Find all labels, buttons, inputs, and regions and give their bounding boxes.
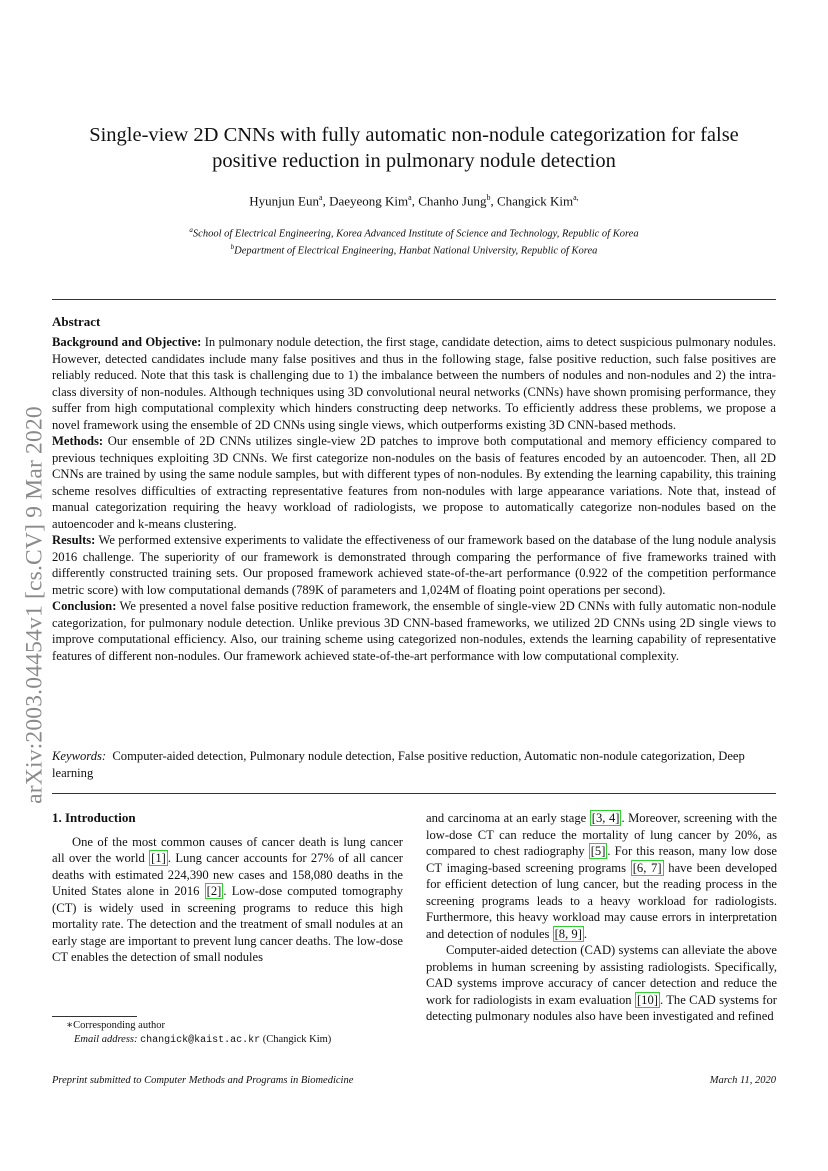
keywords-label: Keywords: (52, 749, 107, 763)
abstract-heading: Abstract (52, 314, 101, 329)
email-address[interactable]: changick@kaist.ac.kr (140, 1034, 261, 1046)
paragraph: One of the most common causes of cancer death is lung cancer all over the world [1] . Lung cancer accounts for 27% of all cancer deaths with estimated 224,390 new cases and 158,080 deaths in the United States alone in 2016 [2] . Low-dose computed tomography (CT) is widely used in screening programs to reduce this high mortality rate. The detection and the treatment of small nodules at an early stage are important to prevent lung cancer deaths. The low-dose CT enables the detection of small nodules (52, 834, 404, 964)
author-affil-mark: a (408, 193, 412, 202)
citation-link[interactable]: [1] (151, 851, 166, 865)
author-name: Daeyeong Kim (329, 193, 409, 209)
right-column (426, 810, 777, 1025)
abstract-section: Background and Objective: In pulmonary nodule detection, the first stage, candidate detection, aims to detect suspicious pulmonary nodules. However, detected candidates include many false positives and thus in the following stage, false positive reduction, such false positives are reliably reduced. Note that this task is challenging due to 1) the imbalance between the numbers of nodules and non-nodules and 2) the intra-class diversity of non-nodules. Although techniques using 3D convolutional neural networks (CNNs) have shown promising performance, they suffer from high computational complexity which hinders constructing deep networks. To efficiently address these problems, we propose a novel framework using the ensemble of 2D CNNs using single views, which outperforms existing 3D CNN-based methods. (52, 335, 776, 432)
abstract-section: Conclusion: We presented a novel false positive reduction framework, the ensemble of single-view 2D CNNs with fully automatic non-nodule categorization, for pulmonary nodule detection. Unlike previous 3D CNN-based frameworks, we utilized 2D CNNs using 2D single views to improve computational efficiency. Also, our training scheme using categorized non-nodules, extends the learning capability of representative features of different non-nodules. Our framework achieved state-of-the-art performance with low computational complexity. (52, 599, 776, 663)
paragraph: and carcinoma at an early stage [3, 4] . Moreover, screening with the low-dose CT can reduce the mortality of lung cancer by 20%, as compared to chest radiography [5] . For this reason, many low dose CT imaging-based screening programs [6, 7] have been developed for efficient detection of lung cancer, but the reading process in the screening programs leads to a heavy workload for radiologists. Furthermore, this heavy workload may cause errors in interpretation and detection of nodules [8, 9] . (426, 811, 778, 941)
paper-title: Single-view 2D CNNs with fully automatic non-nodule categorization for false positive reduction in pulmonary nodule detection (89, 124, 739, 172)
email-owner: (Changick Kim) (262, 1033, 332, 1045)
affiliations (60, 224, 768, 257)
left-column (52, 810, 403, 966)
corresponding-author-note: Corresponding author (73, 1020, 166, 1031)
footnote: ∗Corresponding author Email address: changick@kaist.ac.kr (Changick Kim) (66, 1020, 332, 1046)
author-name: Hyunjun Eun (249, 193, 319, 209)
author-affil-mark: a, (573, 193, 579, 202)
author-affil-mark: b (486, 193, 491, 202)
abstract-section: Methods: Our ensemble of 2D CNNs utilizes single-view 2D patches to improve both computational and memory efficiency compared to previous techniques exploiting 3D CNNs. We first categorize non-nodules on the basis of features encoded by an autoencoder. Then, all 2D CNNs are trained by using the same nodule samples, but with different types of non-nodules. By extending the learning capability, this training scheme resolves difficulties of extracting representative features from non-nodules with large appearance variations. Note that, instead of manual categorization requiring the heavy workload of radiologists, we propose to automatically categorize non-nodules based on the autoencoder and k-means clustering. (52, 434, 776, 531)
section-heading-introduction: 1. Introduction (52, 810, 136, 825)
citation-link[interactable]: [6, 7] (632, 860, 662, 875)
citation-link[interactable]: [10] (636, 992, 658, 1007)
citation-link[interactable]: [5] (590, 844, 606, 858)
arxiv-identifier-text: arXiv:2003.04454v1 [cs.CV] 9 Mar 2020 (21, 406, 48, 804)
footer-date: March 11, 2020 (709, 1075, 776, 1086)
abstract-divider (52, 793, 776, 794)
citation-link[interactable]: [2] (206, 884, 222, 898)
keywords (52, 748, 776, 781)
email-label: Email address: (74, 1033, 138, 1045)
author-list: Hyunjun Eun$^a$, Daeyeong Kim$^a$, Chanho Jung$^b$, Changick Kim$^{a,}$ (249, 193, 579, 209)
affiliation: $^a$School of Electrical Engineering, Korea Advanced Institute of Science and Technology, Republic of Korea (189, 226, 639, 240)
footnote-divider (52, 1016, 137, 1017)
abstract-section: Results: We performed extensive experiments to validate the effectiveness of our framework based on the database of the lung nodule analysis 2016 challenge. The superiority of our framework is demonstrated through comparing the performance of five frameworks trained with differently constructed training sets. Our proposed framework achieved state-of-the-art performance (0.922 of the competition performance metric score) with low computational demands (789K of parameters and 1,024M of floating point operations per second). (52, 533, 777, 597)
abstract-body (52, 334, 776, 664)
top-divider (52, 299, 776, 300)
citation-link[interactable]: [8, 9] (554, 926, 582, 941)
keywords-text: Computer-aided detection, Pulmonary nodule detection, False positive reduction, Automatic non-nodule categorization, Deep learning (52, 749, 745, 780)
paragraph: Computer-aided detection (CAD) systems can alleviate the above problems in human screening by assisting radiologists. Specifically, CAD systems improve accuracy of cancer detection and reduce the work for radiologists in exam evaluation [10] . The CAD systems for detecting pulmonary nodules also have been investigated and refined (426, 943, 777, 1023)
footer-preprint-note: Preprint submitted to Computer Methods and Programs in Biomedicine (52, 1075, 354, 1086)
citation-link[interactable]: [3, 4] (591, 811, 620, 825)
arxiv-identifier (18, 365, 52, 845)
author-affil-mark: a (319, 193, 323, 202)
affiliation: $^b$Department of Electrical Engineering, Hanbat National University, Republic of Korea (230, 242, 598, 256)
author-name: Changick Kim (496, 193, 574, 209)
author-name: Chanho Jung (418, 193, 487, 209)
